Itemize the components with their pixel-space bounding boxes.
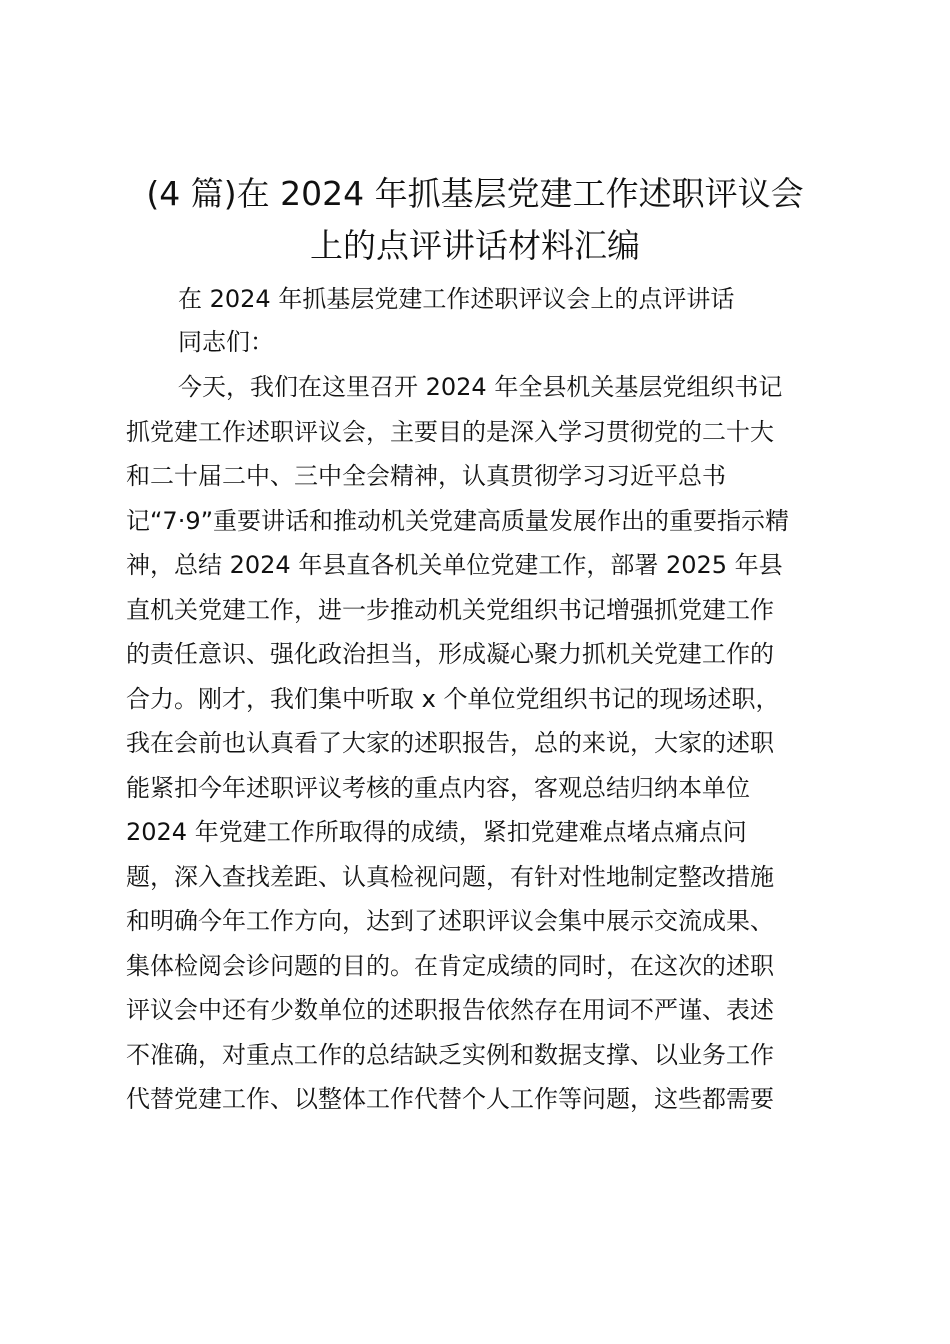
body-line-7: 的责任意识、强化政治担当，形成凝心聚力抓机关党建工作的 (126, 640, 774, 668)
body-line-2: 抓党建工作述职评议会，主要目的是深入学习贯彻党的二十大 (126, 418, 774, 446)
body-line-17: 代替党建工作、以整体工作代替个人工作等问题，这些都需要 (126, 1085, 774, 1113)
body-line-5: 神，总结 2024 年县直各机关单位党建工作，部署 2025 年县 (126, 551, 783, 579)
body-line-4: 记“7·9”重要讲话和推动机关党建高质量发展作出的重要指示精 (126, 507, 790, 535)
body-line-6: 直机关党建工作，进一步推动机关党组织书记增强抓党建工作 (126, 596, 774, 624)
body-line-16: 不准确，对重点工作的总结缺乏实例和数据支撑、以业务工作 (126, 1041, 774, 1069)
body-line-1: 今天，我们在这里召开 2024 年全县机关基层党组织书记 (178, 373, 783, 401)
subtitle: 在 2024 年抓基层党建工作述职评议会上的点评讲话 (178, 285, 735, 313)
body-line-14: 集体检阅会诊问题的目的。在肯定成绩的同时，在这次的述职 (126, 952, 774, 980)
body-line-3: 和二十届二中、三中全会精神，认真贯彻学习习近平总书 (126, 462, 726, 490)
body-line-15: 评议会中还有少数单位的述职报告依然存在用词不严谨、表述 (126, 996, 774, 1024)
title-line-2: 上的点评讲话材料汇编 (310, 226, 640, 265)
body-line-12: 题，深入查找差距、认真检视问题，有针对性地制定整改措施 (126, 863, 774, 891)
body-line-10: 能紧扣今年述职评议考核的重点内容，客观总结归纳本单位 (126, 774, 750, 802)
body-line-13: 和明确今年工作方向，达到了述职评议会集中展示交流成果、 (126, 907, 774, 935)
body-line-11: 2024 年党建工作所取得的成绩，紧扣党建难点堵点痛点问 (126, 818, 747, 846)
document-title (120, 168, 830, 272)
body-line-8: 合力。刚才，我们集中听取 x 个单位党组织书记的现场述职， (126, 685, 780, 713)
title-line-1: (4 篇)在 2024 年抓基层党建工作述职评议会 (146, 174, 804, 213)
body-line-9: 我在会前也认真看了大家的述职报告，总的来说，大家的述职 (126, 729, 774, 757)
salutation: 同志们： (178, 328, 274, 356)
